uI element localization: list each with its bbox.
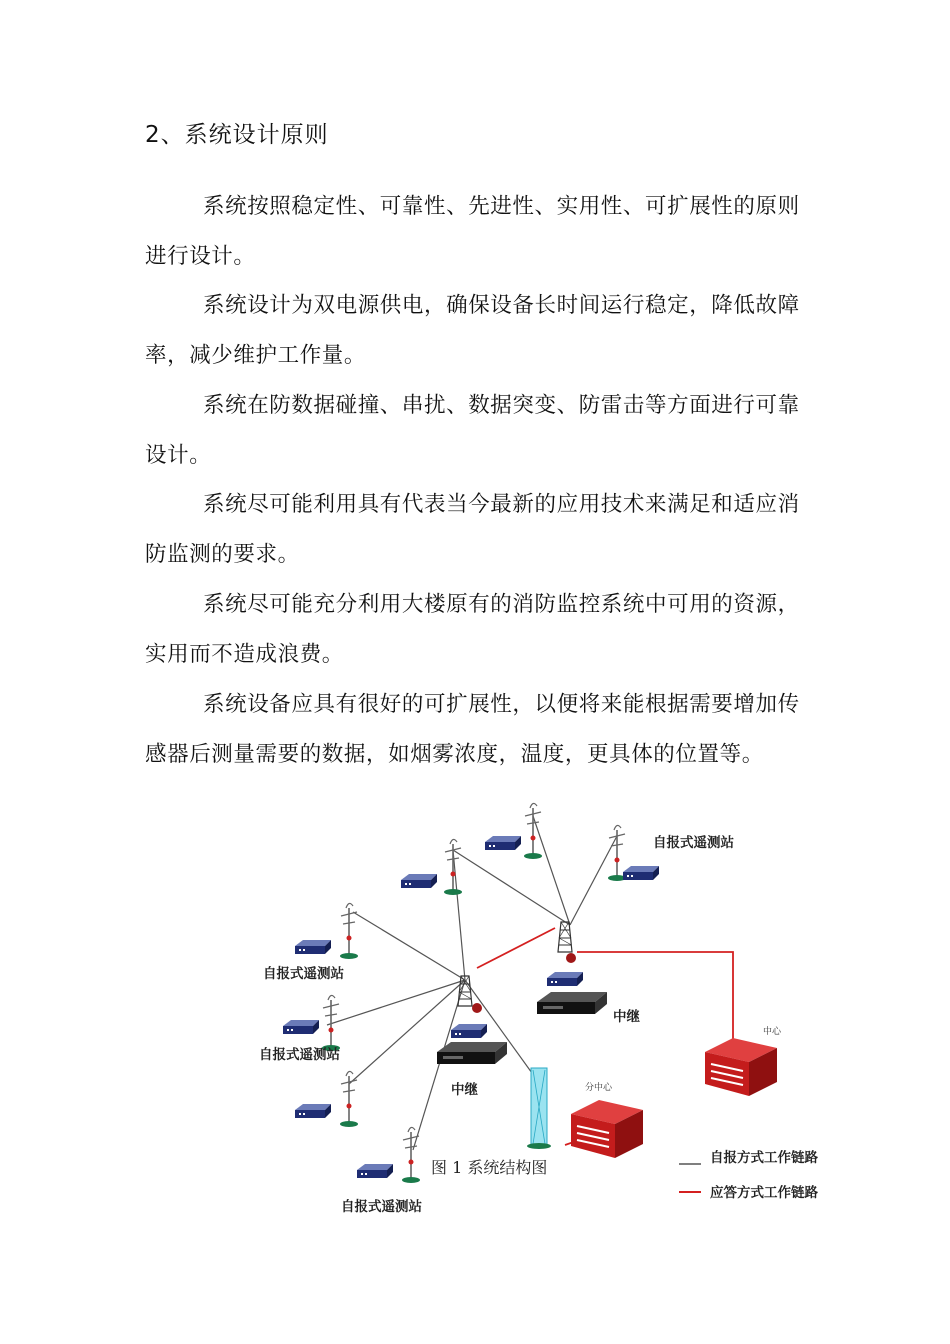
station-label-left-2: 自报式遥测站: [259, 1047, 340, 1063]
relay-label-right: 中继: [613, 1009, 640, 1025]
paragraph-6: 系统设备应具有很好的可扩展性，以便将来能根据需要增加传感器后测量需要的数据，如烟雾浓度，温度，更具体的位置等。: [145, 692, 800, 767]
station-label-left-1: 自报式遥测站: [263, 966, 344, 982]
station-label-top-right: 自报式遥测站: [653, 835, 734, 851]
legend-self-report-label: 自报方式工作链路: [710, 1150, 818, 1166]
legend-response-label: 应答方式工作链路: [710, 1185, 818, 1201]
paragraph-3: 系统在防数据碰撞、串扰、数据突变、防雷击等方面进行可靠设计。: [145, 393, 800, 468]
section-heading: 2、系统设计原则: [145, 122, 329, 148]
relay-label-left: 中继: [451, 1082, 478, 1098]
paragraph-2: 系统设计为双电源供电，确保设备长时间运行稳定，降低故障率，减少维护工作量。: [145, 293, 800, 368]
station-label-bottom: 自报式遥测站: [341, 1199, 422, 1215]
paragraph-1: 系统按照稳定性、可靠性、先进性、实用性、可扩展性的原则进行设计。: [145, 194, 800, 269]
sub-center-label: 分中心: [585, 1083, 613, 1093]
figure-caption: 图 1 系统结构图: [431, 1158, 548, 1177]
system-structure-figure: [255, 800, 855, 1225]
paragraph-5: 系统尽可能充分利用大楼原有的消防监控系统中可用的资源，实用而不造成浪费。: [145, 592, 800, 667]
paragraph-4: 系统尽可能利用具有代表当今最新的应用技术来满足和适应消防监测的要求。: [145, 492, 800, 567]
center-label: 中心: [763, 1027, 782, 1037]
